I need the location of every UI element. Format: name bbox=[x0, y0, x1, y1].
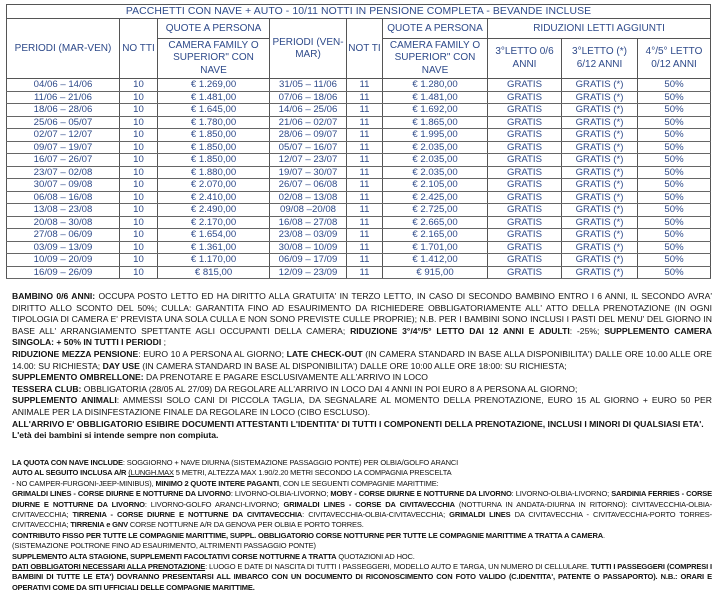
mezza-pensione-label: RIDUZIONE MEZZA PENSIONE bbox=[12, 348, 139, 359]
cell-periodo-ven-mar: 31/05 – 11/06 bbox=[270, 79, 347, 92]
cell-periodo-ven-mar: 09/08 –20/08 bbox=[270, 204, 347, 217]
cell-quota-mar-ven: € 2.410,00 bbox=[158, 191, 270, 204]
cell-quota-ven-mar: € 2.105,00 bbox=[383, 179, 488, 192]
cell-notti: 11 bbox=[347, 254, 383, 267]
cell-quota-mar-ven: € 1.850,00 bbox=[158, 141, 270, 154]
header-notti-right: NOT TI bbox=[347, 19, 383, 79]
cell-periodo-mar-ven: 18/06 – 28/06 bbox=[7, 104, 120, 117]
table-row bbox=[7, 191, 711, 204]
cell-quota-ven-mar: € 1.692,00 bbox=[383, 104, 488, 117]
cell-periodo-mar-ven: 20/08 – 30/08 bbox=[7, 216, 120, 229]
cell-quota-mar-ven: € 1.269,00 bbox=[158, 79, 270, 92]
cell-periodo-ven-mar: 21/06 – 02/07 bbox=[270, 116, 347, 129]
minimo-label: MINIMO 2 QUOTE INTERE PAGANTI bbox=[155, 478, 279, 488]
nave-paragraph bbox=[12, 458, 712, 593]
table-row bbox=[7, 179, 711, 192]
table-row bbox=[7, 266, 711, 279]
cell-rid-quarto-quinto: 50% bbox=[638, 179, 711, 192]
header-terzo-letto-0-6: 3°LETTO 0/6 ANNI bbox=[488, 39, 562, 79]
nave-include-label: LA QUOTA CON NAVE INCLUDE bbox=[12, 458, 123, 467]
cell-periodo-ven-mar: 14/06 – 25/06 bbox=[270, 104, 347, 117]
cell-rid-terzo-0-6: GRATIS bbox=[488, 154, 562, 167]
cell-rid-terzo-6-12: GRATIS (*) bbox=[562, 166, 638, 179]
cell-notti: 10 bbox=[120, 229, 158, 242]
cell-rid-quarto-quinto: 50% bbox=[638, 79, 711, 92]
cell-quota-mar-ven: € 1.880,00 bbox=[158, 166, 270, 179]
cell-rid-quarto-quinto: 50% bbox=[638, 116, 711, 129]
table-row bbox=[7, 141, 711, 154]
cell-rid-terzo-6-12: GRATIS (*) bbox=[562, 204, 638, 217]
cell-rid-terzo-6-12: GRATIS (*) bbox=[562, 266, 638, 279]
contributo-label: CONTRIBUTO FISSO PER TUTTE LE COMPAGNIE MARITTIME, SUPPL. OBBLIGATORIO CORSE NOTTURNE PER TUTTE LE COMPAGNIE MARITTIME A TRATTA A CAMERA bbox=[12, 530, 603, 540]
cell-notti: 10 bbox=[120, 166, 158, 179]
cell-rid-terzo-0-6: GRATIS bbox=[488, 216, 562, 229]
cell-rid-quarto-quinto: 50% bbox=[638, 229, 711, 242]
cell-periodo-mar-ven: 09/07 – 19/07 bbox=[7, 141, 120, 154]
sardinia-label: SARDINIA FERRIES - CORSE DIURNE E NOTTURNE DA LIVORNO bbox=[12, 489, 712, 509]
cell-quota-mar-ven: € 1.850,00 bbox=[158, 129, 270, 142]
table-row bbox=[7, 204, 711, 217]
alta-stagione-text: QUOTAZIONI AD HOC. bbox=[336, 551, 415, 561]
cell-rid-terzo-6-12: GRATIS (*) bbox=[562, 116, 638, 129]
table-row bbox=[7, 166, 711, 179]
grimaldi-civitavecchia-text: (NOTTURNA IN ANDATA-DIURNA IN RITORNO): CIVITAVECCHIA-OLBIA-CIVITAVECCHIA; bbox=[12, 499, 712, 520]
cell-periodo-ven-mar: 07/06 – 18/06 bbox=[270, 91, 347, 104]
header-notti-left: NO TTI bbox=[120, 19, 158, 79]
cell-quota-mar-ven: € 2.070,00 bbox=[158, 179, 270, 192]
camper-text: - NO CAMPER-FURGONI-JEEP-MINIBUS), bbox=[12, 478, 156, 488]
cell-quota-ven-mar: € 1.995,00 bbox=[383, 129, 488, 142]
cell-periodo-mar-ven: 25/06 – 05/07 bbox=[7, 116, 120, 129]
cell-notti: 10 bbox=[120, 116, 158, 129]
cell-quota-mar-ven: € 1.780,00 bbox=[158, 116, 270, 129]
cell-periodo-ven-mar: 02/08 – 13/08 bbox=[270, 191, 347, 204]
cell-notti: 11 bbox=[347, 79, 383, 92]
minimo-text: , CON LE SEGUENTI COMPAGNIE MARITTIME: bbox=[278, 478, 439, 488]
cell-rid-quarto-quinto: 50% bbox=[638, 216, 711, 229]
header-quote-left: QUOTE A PERSONA bbox=[158, 19, 270, 39]
cell-quota-ven-mar: € 2.035,00 bbox=[383, 141, 488, 154]
cell-rid-terzo-0-6: GRATIS bbox=[488, 116, 562, 129]
header-periodi-mar-ven: PERIODI (MAR-VEN) bbox=[7, 19, 120, 79]
cell-periodo-mar-ven: 16/09 – 26/09 bbox=[7, 266, 120, 279]
cell-quota-ven-mar: € 2.425,00 bbox=[383, 191, 488, 204]
day-use-text: (IN CAMERA STANDARD IN BASE AL DISPONIBILITA') DALLE ORE 10:00 ALLE ORE 18:00: SU RICHIESTA; bbox=[139, 360, 567, 371]
cell-rid-terzo-0-6: GRATIS bbox=[488, 129, 562, 142]
cell-rid-terzo-6-12: GRATIS (*) bbox=[562, 229, 638, 242]
cell-rid-quarto-quinto: 50% bbox=[638, 104, 711, 117]
singola-label: SUPPLEMENTO CAMERA SINGOLA: + 50% IN TUTTI I PERIODI bbox=[12, 325, 712, 348]
cell-notti: 11 bbox=[347, 104, 383, 117]
cell-periodo-ven-mar: 05/07 – 16/07 bbox=[270, 141, 347, 154]
cell-quota-ven-mar: € 2.035,00 bbox=[383, 154, 488, 167]
ombrellone-text: DA PRENOTARE E PAGARE ESCLUSIVAMENTE ALL'ARRIVO IN LOCO bbox=[143, 372, 428, 383]
cell-periodo-ven-mar: 16/08 – 27/08 bbox=[270, 216, 347, 229]
cell-rid-terzo-6-12: GRATIS (*) bbox=[562, 129, 638, 142]
grimaldi-porto-torres-label: GRIMALDI LINES bbox=[449, 510, 511, 520]
cell-rid-quarto-quinto: 50% bbox=[638, 254, 711, 267]
cell-rid-terzo-6-12: GRATIS (*) bbox=[562, 216, 638, 229]
passeggeri-text: TUTTI I PASSEGGERI (COMPRESI I BAMBINI DI TUTTE LE ETA') DOVRANNO PRESENTARSI ALL IMBARCO CON UN DOCUMENTO DI RICONOSCIMENTO CON FOTO VALIDO (C.IDENTITA', PATENTE O PASSAPORTO). N.B.: ORARI E OPERATIVI COME DA SITI UFFICIALI DELLE COMPAGNIE MARITTIME. bbox=[12, 562, 712, 592]
cell-rid-terzo-6-12: GRATIS (*) bbox=[562, 254, 638, 267]
cell-quota-ven-mar: € 1.412,00 bbox=[383, 254, 488, 267]
header-periodi-ven-mar: PERIODI (VEN-MAR) bbox=[270, 19, 347, 79]
cell-rid-quarto-quinto: 50% bbox=[638, 266, 711, 279]
cell-periodo-mar-ven: 27/08 – 06/09 bbox=[7, 229, 120, 242]
cell-rid-terzo-0-6: GRATIS bbox=[488, 104, 562, 117]
mezza-pensione-text: : EURO 10 A PERSONA AL GIORNO; bbox=[138, 348, 287, 359]
nave-include-text: : SOGGIORNO + NAVE DIURNA (SISTEMAZIONE PASSAGGIO PONTE) PER OLBIA/GOLFO ARANCI bbox=[122, 458, 459, 467]
cell-rid-terzo-0-6: GRATIS bbox=[488, 141, 562, 154]
cell-quota-mar-ven: € 2.490,00 bbox=[158, 204, 270, 217]
cell-rid-terzo-6-12: GRATIS (*) bbox=[562, 104, 638, 117]
cell-notti: 10 bbox=[120, 129, 158, 142]
cell-notti: 10 bbox=[120, 179, 158, 192]
cell-notti: 11 bbox=[347, 116, 383, 129]
dati-obbligatori-text: : LUOGO E DATE DI NASCITA DI TUTTI I PASSEGGERI, MODELLO AUTO E TARGA, UN NUMERO DI CELLULARE. bbox=[205, 562, 591, 572]
alta-stagione-label: SUPPLEMENTO ALTA STAGIONE, SUPPLEMENTI FACOLTATIVI CORSE NOTTURNE A TRATTA bbox=[12, 551, 337, 561]
notes-paragraph bbox=[12, 291, 712, 442]
table-row bbox=[7, 91, 711, 104]
cell-rid-terzo-6-12: GRATIS (*) bbox=[562, 141, 638, 154]
cell-notti: 11 bbox=[347, 266, 383, 279]
cell-quota-ven-mar: € 2.665,00 bbox=[383, 216, 488, 229]
riduzione-text: : -25%; bbox=[569, 325, 605, 336]
cell-rid-quarto-quinto: 50% bbox=[638, 166, 711, 179]
day-use-label: DAY USE bbox=[102, 360, 140, 371]
cell-periodo-ven-mar: 28/06 – 09/07 bbox=[270, 129, 347, 142]
cell-periodo-mar-ven: 13/08 – 23/08 bbox=[7, 204, 120, 217]
cell-notti: 10 bbox=[120, 141, 158, 154]
table-title: PACCHETTI CON NAVE + AUTO - 10/11 NOTTI IN PENSIONE COMPLETA - BEVANDE INCLUSE bbox=[7, 5, 711, 19]
cell-notti: 10 bbox=[120, 216, 158, 229]
cell-notti: 10 bbox=[120, 254, 158, 267]
header-quote-right: QUOTE A PERSONA bbox=[383, 19, 488, 39]
cell-quota-mar-ven: € 815,00 bbox=[158, 266, 270, 279]
grimaldi-livorno-text: : LIVORNO-OLBIA-LIVORNO; bbox=[230, 489, 331, 499]
late-checkout-label: LATE CHECK-OUT bbox=[286, 348, 363, 359]
table-row bbox=[7, 104, 711, 117]
cell-rid-terzo-6-12: GRATIS (*) bbox=[562, 179, 638, 192]
cell-periodo-mar-ven: 04/06 – 14/06 bbox=[7, 79, 120, 92]
sardinia-text: : LIVORNO-GOLFO ARANCI-LIVORNO; bbox=[144, 499, 284, 509]
cell-rid-quarto-quinto: 50% bbox=[638, 91, 711, 104]
cell-periodo-mar-ven: 30/07 – 09/08 bbox=[7, 179, 120, 192]
cell-notti: 11 bbox=[347, 166, 383, 179]
table-row bbox=[7, 79, 711, 92]
cell-notti: 11 bbox=[347, 129, 383, 142]
cell-rid-quarto-quinto: 50% bbox=[638, 191, 711, 204]
cell-rid-terzo-0-6: GRATIS bbox=[488, 166, 562, 179]
cell-quota-ven-mar: € 2.165,00 bbox=[383, 229, 488, 242]
grimaldi-civitavecchia-label: GRIMALDI LINES - CORSE DA CIVITAVECCHIA bbox=[283, 499, 455, 509]
price-table-container bbox=[6, 4, 710, 279]
tessera-club-label: TESSERA CLUB: bbox=[12, 383, 82, 394]
nave-section bbox=[12, 458, 712, 593]
cell-quota-mar-ven: € 1.170,00 bbox=[158, 254, 270, 267]
cell-notti: 10 bbox=[120, 204, 158, 217]
cell-notti: 11 bbox=[347, 204, 383, 217]
notes-section bbox=[12, 291, 712, 442]
cell-rid-terzo-0-6: GRATIS bbox=[488, 204, 562, 217]
table-row bbox=[7, 254, 711, 267]
cell-quota-mar-ven: € 1.481,00 bbox=[158, 91, 270, 104]
cell-quota-ven-mar: € 1.280,00 bbox=[383, 79, 488, 92]
cell-rid-terzo-6-12: GRATIS (*) bbox=[562, 79, 638, 92]
cell-periodo-mar-ven: 11/06 – 21/06 bbox=[7, 91, 120, 104]
cell-notti: 11 bbox=[347, 141, 383, 154]
cell-rid-quarto-quinto: 50% bbox=[638, 241, 711, 254]
bambino-text: OCCUPA POSTO LETTO ED HA DIRITTO ALLA GRATUITA' IN TERZO LETTO, IN CASO DI SECONDO BAMBINO ENTRO I 6 ANNI, IL SECONDO AVRA' DIRITTO ALLO SCONTO DEL 50%; CULLA: GARANTITA FINO AD ESAURIMENTO DA RICHIEDERE OBBLIGATORIAMENTE ALL' ATTO DELLA PRENOTAZIONE (IN OGNI TIPOLOGIA DI CAMERA E' PREVISTA UNA SOLA CULLA E NON SONO PREVISTE CULLE PROPRIE); N.B. PER I BAMBINI SONO INCLUSI I PASTI DEL MENU' DEL GIORNO IN BASE ALL' ARRANGIAMENTO SPETTANTE AGLI OCCUPANTI DELLA CAMERA; bbox=[12, 291, 713, 336]
auto-label: AUTO AL SEGUITO INCLUSA A/R bbox=[12, 468, 127, 478]
cell-notti: 11 bbox=[347, 154, 383, 167]
moby-text: : LIVORNO-OLBIA-LIVORNO; bbox=[511, 489, 612, 499]
singola-text: ; bbox=[161, 337, 166, 348]
cell-notti: 11 bbox=[347, 191, 383, 204]
cell-rid-quarto-quinto: 50% bbox=[638, 154, 711, 167]
cell-notti: 10 bbox=[120, 79, 158, 92]
cell-quota-mar-ven: € 1.645,00 bbox=[158, 104, 270, 117]
cell-periodo-mar-ven: 02/07 – 12/07 bbox=[7, 129, 120, 142]
header-riduzioni: RIDUZIONI LETTI AGGIUNTI bbox=[488, 19, 711, 39]
cell-rid-terzo-6-12: GRATIS (*) bbox=[562, 91, 638, 104]
cell-periodo-mar-ven: 23/07 – 02/08 bbox=[7, 166, 120, 179]
cell-notti: 11 bbox=[347, 229, 383, 242]
cell-periodo-ven-mar: 19/07 – 30/07 bbox=[270, 166, 347, 179]
cell-notti: 11 bbox=[347, 91, 383, 104]
cell-rid-terzo-6-12: GRATIS (*) bbox=[562, 241, 638, 254]
cell-notti: 10 bbox=[120, 241, 158, 254]
cell-rid-terzo-0-6: GRATIS bbox=[488, 254, 562, 267]
cell-notti: 10 bbox=[120, 154, 158, 167]
cell-notti: 10 bbox=[120, 266, 158, 279]
cell-quota-ven-mar: € 1.701,00 bbox=[383, 241, 488, 254]
table-row bbox=[7, 216, 711, 229]
contributo-text: . bbox=[602, 530, 605, 540]
animali-label: SUPPLEMENTO ANIMALI bbox=[12, 395, 117, 406]
cell-periodo-ven-mar: 30/08 – 10/09 bbox=[270, 241, 347, 254]
cell-rid-terzo-0-6: GRATIS bbox=[488, 191, 562, 204]
cell-periodo-mar-ven: 10/09 – 20/09 bbox=[7, 254, 120, 267]
cell-quota-ven-mar: € 2.725,00 bbox=[383, 204, 488, 217]
ombrellone-label: SUPPLEMENTO OMBRELLONE: bbox=[12, 372, 144, 383]
grimaldi-livorno-label: GRIMALDI LINES - CORSE DIURNE E NOTTURNE DA LIVORNO bbox=[12, 489, 231, 499]
cell-periodo-mar-ven: 03/09 – 13/09 bbox=[7, 241, 120, 254]
moby-label: MOBY - CORSE DIURNE E NOTTURNE DA LIVORNO bbox=[330, 489, 512, 499]
header-camera-left: CAMERA FAMILY O SUPERIOR" CON NAVE bbox=[158, 39, 270, 79]
tirrenia-gnv-label: TIRRENIA e GNV bbox=[70, 520, 128, 530]
tirrenia-gnv-text: CORSE NOTTURNE A/R DA GENOVA PER OLBIA E PORTO TORRES. bbox=[127, 520, 364, 530]
cell-rid-terzo-0-6: GRATIS bbox=[488, 241, 562, 254]
table-body bbox=[7, 79, 711, 279]
tirrenia-text: : CIVITAVECCHIA-OLBIA-CIVITAVECCHIA; bbox=[302, 510, 450, 520]
cell-rid-quarto-quinto: 50% bbox=[638, 204, 711, 217]
auto-dimensions-link: (LUNGH.MAX bbox=[128, 468, 174, 478]
cell-notti: 11 bbox=[347, 241, 383, 254]
cell-quota-mar-ven: € 1.654,00 bbox=[158, 229, 270, 242]
cell-notti: 10 bbox=[120, 91, 158, 104]
cell-rid-terzo-0-6: GRATIS bbox=[488, 91, 562, 104]
cell-periodo-mar-ven: 16/07 – 26/07 bbox=[7, 154, 120, 167]
cell-notti: 11 bbox=[347, 179, 383, 192]
cell-rid-terzo-0-6: GRATIS bbox=[488, 179, 562, 192]
cell-periodo-ven-mar: 12/09 – 23/09 bbox=[270, 266, 347, 279]
cell-rid-quarto-quinto: 50% bbox=[638, 129, 711, 142]
header-terzo-letto-6-12: 3°LETTO (*) 6/12 ANNI bbox=[562, 39, 638, 79]
cell-rid-terzo-6-12: GRATIS (*) bbox=[562, 191, 638, 204]
eta-notice: L'età dei bambini si intende sempre non compiuta. bbox=[12, 430, 219, 441]
table-row bbox=[7, 129, 711, 142]
cell-quota-mar-ven: € 1.850,00 bbox=[158, 154, 270, 167]
cell-rid-terzo-6-12: GRATIS (*) bbox=[562, 154, 638, 167]
cell-quota-mar-ven: € 2.170,00 bbox=[158, 216, 270, 229]
cell-periodo-mar-ven: 06/08 – 16/08 bbox=[7, 191, 120, 204]
auto-text: 5 METRI, ALTEZZA MAX 1.90/2.20 METRI SECONDO LA COMPAGNIA PRESCELTA bbox=[173, 468, 452, 478]
animali-text: : AMMESSI SOLO CANI DI PICCOLA TAGLIA, DA SEGNALARE AL MOMENTO DELLA PRENOTAZIONE, EURO 15 AL GIORNO + EURO 50 PER ANIMALE PER LA DISINFESTAZIONE FINALE DA REGOLARE IN LOCO (CIBO ESCLUSO). bbox=[12, 395, 712, 417]
table-row bbox=[7, 154, 711, 167]
cell-quota-ven-mar: € 1.481,00 bbox=[383, 91, 488, 104]
tirrenia-label: TIRRENIA - CORSE DIURNE E NOTTURNE DA CIVITAVECCHIA bbox=[72, 510, 303, 520]
tessera-club-text: OBBLIGATORIA (28/05 AL 27/09) DA REGOLARE ALL'ARRIVO IN LOCO DAI 4 ANNI IN POI EURO 8 A PERSONA AL GIORNO; bbox=[81, 383, 578, 394]
dati-obbligatori-label: DATI OBBLIGATORI NECESSARI ALLA PRENOTAZIONE bbox=[12, 562, 206, 572]
sistemazione-text: (SISTEMAZIONE POLTRONE FINO AD ESAURIMENTO, ALTRIMENTI PASSAGGIO PONTE) bbox=[12, 541, 316, 551]
riduzione-label: RIDUZIONE 3°/4°/5° LETTO DAI 12 ANNI E ADULTI bbox=[350, 325, 570, 336]
cell-notti: 10 bbox=[120, 191, 158, 204]
table-row bbox=[7, 229, 711, 242]
late-checkout-text: (IN CAMERA STANDARD IN BASE ALLA DISPONIBILITA') DALLE ORE 10.00 ALLE ORE 14.00: SU RICHIESTA; bbox=[12, 348, 713, 371]
cell-quota-mar-ven: € 1.361,00 bbox=[158, 241, 270, 254]
grimaldi-porto-torres-text: DA CIVITAVECCHIA - CIVITAVECCHIA-PORTO TORRES-CIVITAVECCHIA; bbox=[12, 510, 712, 530]
price-table bbox=[6, 4, 711, 279]
cell-quota-ven-mar: € 2.035,00 bbox=[383, 166, 488, 179]
cell-quota-ven-mar: € 915,00 bbox=[383, 266, 488, 279]
cell-rid-quarto-quinto: 50% bbox=[638, 141, 711, 154]
bambino-label: BAMBINO 0/6 ANNI: bbox=[12, 291, 96, 301]
header-quarto-quinto-letto: 4°/5° LETTO 0/12 ANNI bbox=[638, 39, 711, 79]
documenti-notice: ALL'ARRIVO E' OBBLIGATORIO ESIBIRE DOCUMENTI ATTESTANTI L'IDENTITA' DI TUTTI I COMPONENTI DELLA PRENOTAZIONE, INCLUSI I MINORI DI QUALSIASI ETA'. bbox=[12, 418, 704, 429]
cell-rid-terzo-0-6: GRATIS bbox=[488, 266, 562, 279]
table-row bbox=[7, 241, 711, 254]
cell-notti: 10 bbox=[120, 104, 158, 117]
table-row bbox=[7, 116, 711, 129]
cell-rid-terzo-0-6: GRATIS bbox=[488, 79, 562, 92]
cell-periodo-ven-mar: 26/07 – 06/08 bbox=[270, 179, 347, 192]
cell-rid-terzo-0-6: GRATIS bbox=[488, 229, 562, 242]
cell-periodo-ven-mar: 06/09 – 17/09 bbox=[270, 254, 347, 267]
cell-quota-ven-mar: € 1.865,00 bbox=[383, 116, 488, 129]
cell-periodo-ven-mar: 23/08 – 03/09 bbox=[270, 229, 347, 242]
cell-periodo-ven-mar: 12/07 – 23/07 bbox=[270, 154, 347, 167]
header-camera-right: CAMERA FAMILY O SUPERIOR" CON NAVE bbox=[383, 39, 488, 79]
cell-notti: 11 bbox=[347, 216, 383, 229]
